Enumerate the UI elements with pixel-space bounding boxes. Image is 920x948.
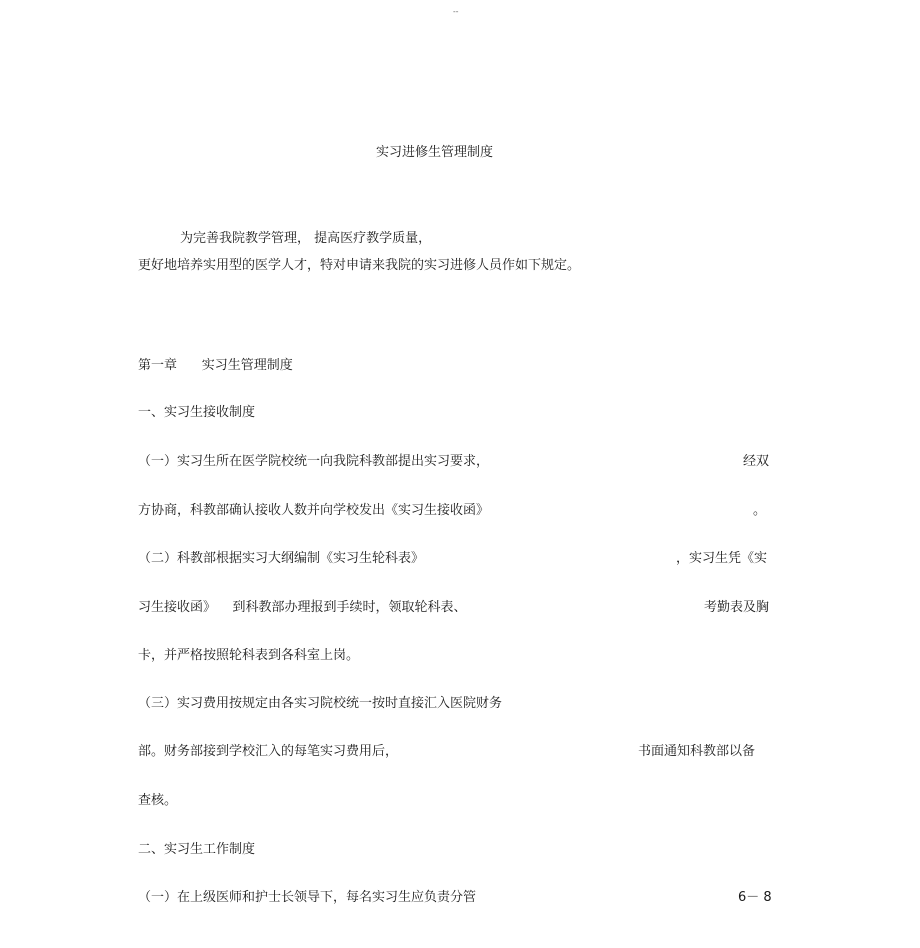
- item-2-line-1-right: ，实习生凭《实: [676, 551, 768, 566]
- item-1-line-1-left: （一）实习生所在医学院校统一向我院科教部提出实习要求，: [138, 454, 490, 469]
- item-3-line-3: 查核。: [138, 793, 178, 808]
- item-3-line-1: （三）实习费用按规定由各实习院校统一按时直接汇入医院财务: [138, 696, 503, 711]
- intro-line-1: 为完善我院教学管理， 提高医疗教学质量，: [180, 231, 432, 246]
- item-2-line-2-right: 考勤表及胸: [704, 600, 770, 615]
- document-title: 实习进修生管理制度: [376, 145, 494, 160]
- item-3-line-2-right: 书面通知科教部以备: [638, 744, 756, 759]
- chapter-heading: 第一章 实习生管理制度: [138, 358, 293, 373]
- item-2-line-3: 卡，并严格按照轮科表到各科室上岗。: [138, 648, 360, 663]
- section-heading-1: 一、实习生接收制度: [138, 405, 256, 420]
- section-heading-2: 二、实习生工作制度: [138, 842, 256, 857]
- item-1-line-2-right: 。: [753, 503, 767, 518]
- item-3-line-2-left: 部。财务部接到学校汇入的每笔实习费用后，: [138, 744, 399, 759]
- item-2-line-1-left: （二）科教部根据实习大纲编制《实习生轮科表》: [138, 551, 425, 566]
- item-1-line-1-right: 经双: [743, 454, 770, 469]
- item-1-line-2-left: 方协商，科教部确认接收人数并向学校发出《实习生接收函》: [138, 503, 490, 518]
- intro-line-2: 更好地培养实用型的医学人才，特对申请来我院的实习进修人员作如下规定。: [138, 258, 581, 273]
- section-2-item-1-line-1-right: 6－ 8: [738, 890, 772, 905]
- section-2-item-1-line-1-left: （一）在上级医师和护士长领导下，每名实习生应负责分管: [138, 890, 477, 905]
- item-2-line-2-left: 习生接收函》 到科教部办理报到手续时，领取轮科表、: [138, 600, 467, 615]
- page-header-mark: --: [453, 7, 459, 16]
